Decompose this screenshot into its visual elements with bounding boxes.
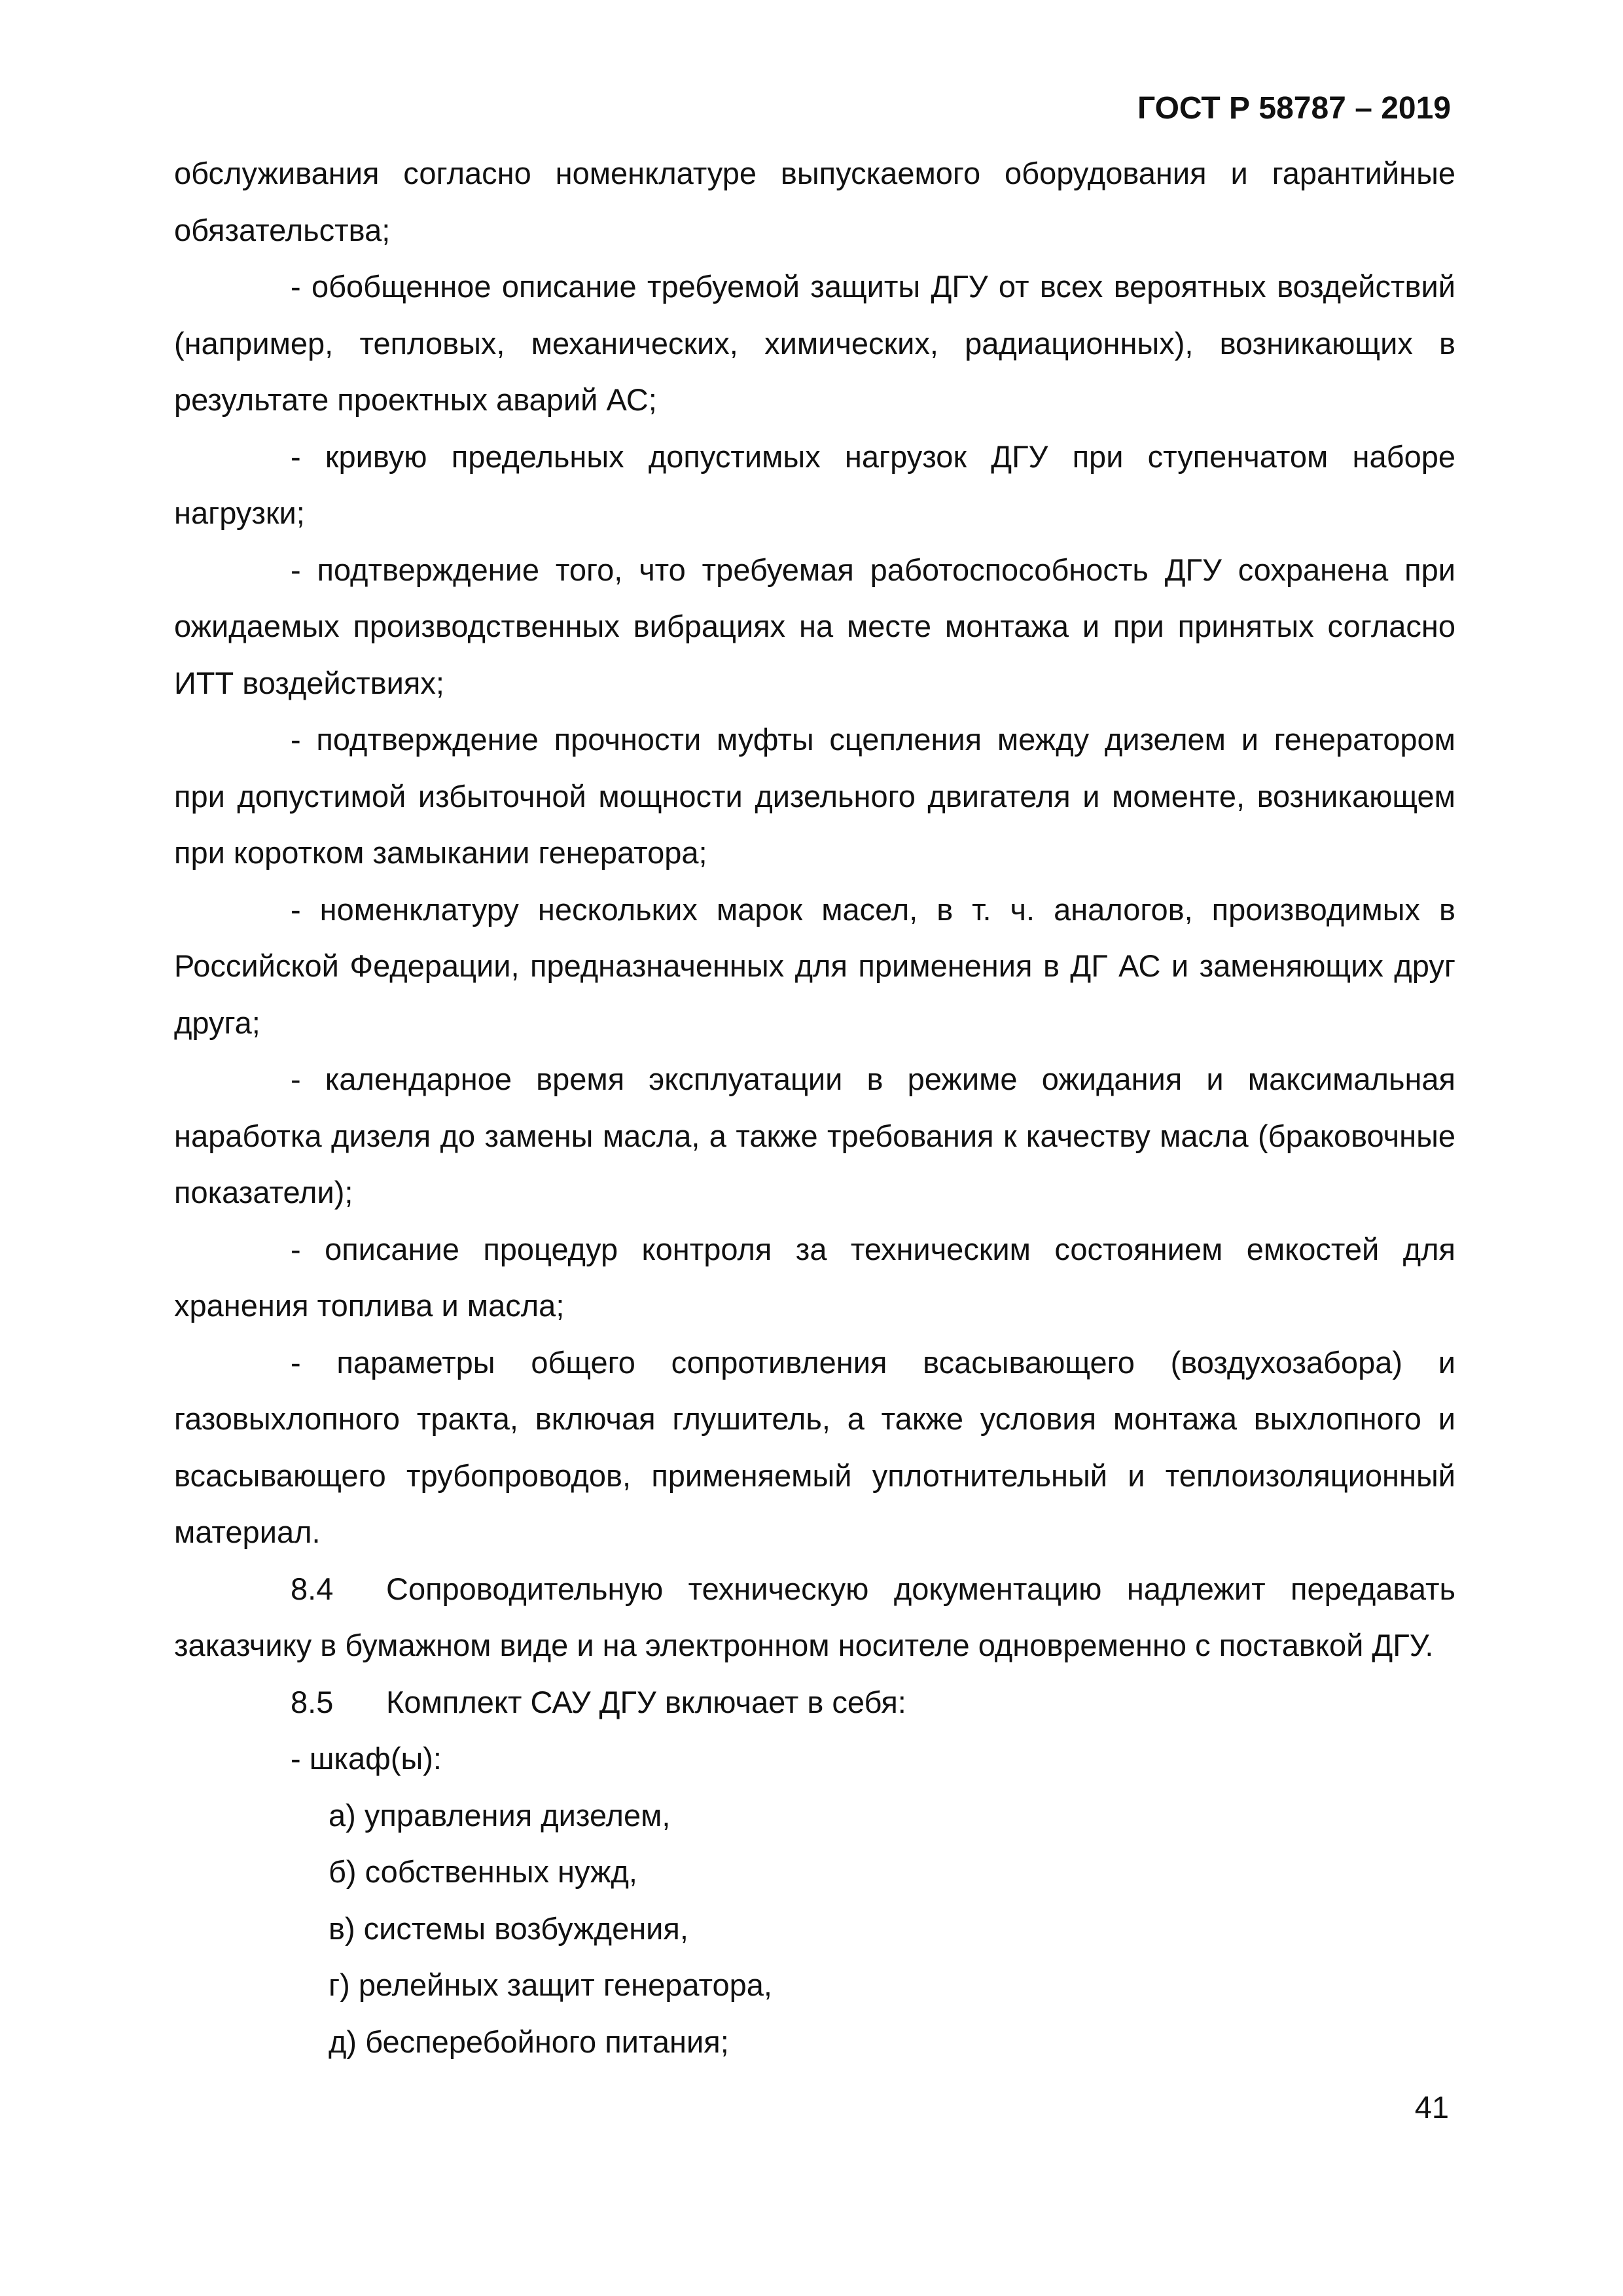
list-item: д) бесперебойного питания; <box>329 2024 729 2059</box>
paragraph-load-curve: - кривую предельных допустимых нагрузок ДГУ при ступенчатом наборе нагрузки; <box>174 439 1455 530</box>
paragraph-protection-description: - обобщенное описание требуемой защиты ДГУ от всех вероятных воздействий (например, тепловых, механических, химических, радиационных), возникающих в результате проектных аварий АС; <box>174 269 1455 417</box>
document-body <box>174 145 1455 2070</box>
paragraph-continuation: обслуживания согласно номенклатуре выпускаемого оборудования и гарантийные обязательства; <box>174 156 1455 247</box>
list-item: б) собственных нужд, <box>329 1854 637 1889</box>
list-item: в) системы возбуждения, <box>329 1910 688 1946</box>
paragraph-oil-change: - календарное время эксплуатации в режиме ожидания и максимальная наработка дизеля до замены масла, а также требования к качеству масла (браковочные показатели); <box>174 1062 1455 1210</box>
clause-text: Сопроводительную техническую документацию надлежит передавать заказчику в бумажном виде и на электронном носителе одновременно с поставкой ДГУ. <box>174 1571 1455 1662</box>
clause-8-5 <box>174 1674 1455 1731</box>
standard-header: ГОСТ Р 58787 – 2019 <box>1137 91 1451 126</box>
paragraph-intake-exhaust: - параметры общего сопротивления всасывающего (воздухозабора) и газовыхлопного тракта, включая глушитель, а также условия монтажа выхлопного и всасывающего трубопроводов, применяемый уплотнительный и теплоизоляционный материал. <box>174 1344 1455 1549</box>
clause-text: Комплект САУ ДГУ включает в себя: <box>386 1684 906 1719</box>
list-item: г) релейных защит генератора, <box>329 1967 772 2002</box>
clause-number: 8.5 <box>291 1684 334 1719</box>
paragraph-vibration-confirmation: - подтверждение того, что требуемая работоспособность ДГУ сохранена при ожидаемых производственных вибрациях на месте монтажа и при принятых согласно ИТТ воздействиях; <box>174 552 1455 700</box>
list-item: а) управления дизелем, <box>329 1797 671 1833</box>
clause-8-4 <box>174 1561 1455 1674</box>
paragraph-oil-nomenclature: - номенклатуру нескольких марок масел, в т. ч. аналогов, производимых в Российской Федерации, предназначенных для применения в ДГ АС и заменяющих друг друга; <box>174 891 1455 1040</box>
clause-number: 8.4 <box>291 1571 334 1606</box>
page-number: 41 <box>1414 2090 1449 2125</box>
paragraph-tank-control: - описание процедур контроля за техническим состоянием емкостей для хранения топлива и масла; <box>174 1231 1455 1323</box>
cabinets-label: - шкаф(ы): <box>291 1741 442 1776</box>
paragraph-coupling-strength: - подтверждение прочности муфты сцепления между дизелем и генератором при допустимой избыточной мощности дизельного двигателя и моменте, возникающем при коротком замыкании генератора; <box>174 722 1455 870</box>
